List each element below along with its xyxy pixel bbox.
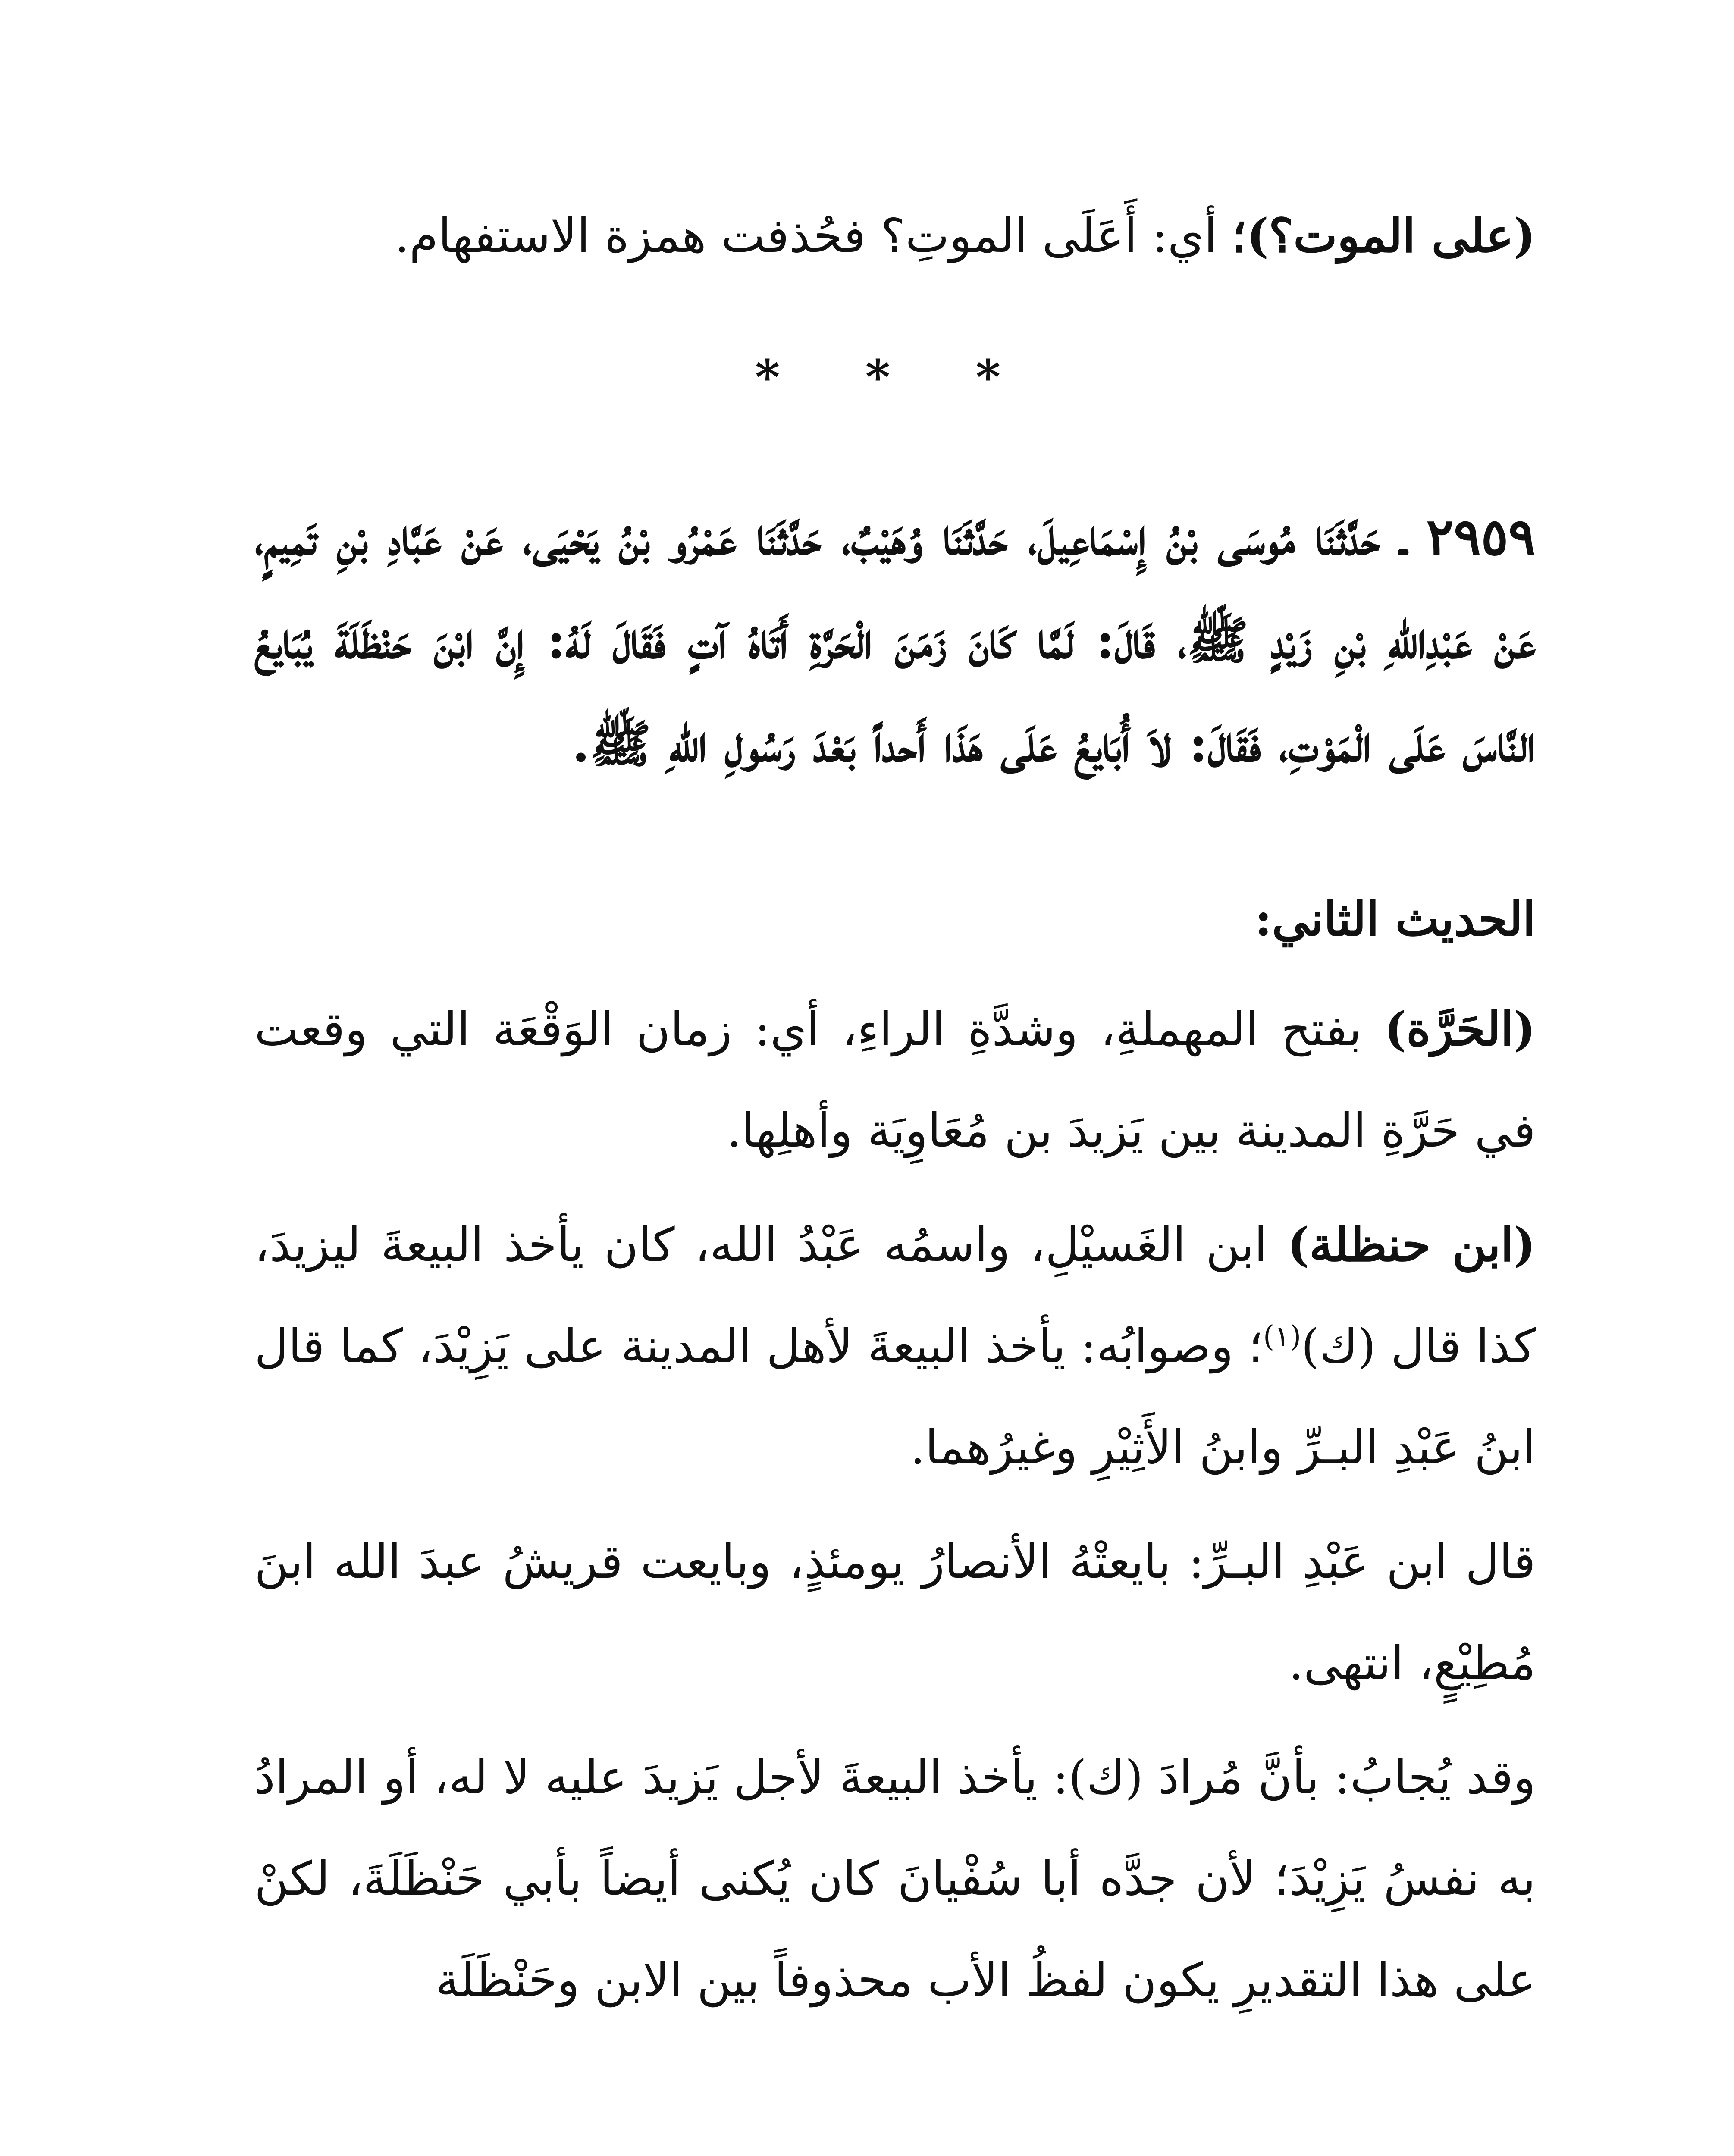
commentary-paragraph-2 bbox=[254, 1194, 1536, 1498]
commentary-paragraph-4: وقد يُجابُ: بأنَّ مُرادَ (ك): يأخذ البيعةَ لأجل يَزيدَ عليه لا له، أو المرادُ به نفسُ يَزِيْدَ؛ لأن جدَّه أبا سُفْيانَ كان يُكنى أيضاً بأبي حَنْظَلَةَ، لكنْ على هذا التقديرِ يكون لفظُ الأب محذوفاً بين الابن وحَنْظَلَة bbox=[254, 1751, 1536, 2007]
hadith-text: ٢٩٥٩ ـ حَدَّثَنَا مُوسَى بْنُ إِسْمَاعِيلَ، حَدَّثَنَا وُهَيْبٌ، حَدَّثَنَا عَمْرُو بْنُ يَحْيَى، عَنْ عَبَّادِ بْنِ تَمِيمٍ، عَنْ عَبْدِاللهِ بْنِ زَيْدٍ ﷺ، قَالَ: لَمَّا كَانَ زَمَنَ الْحَرَّةِ أَتَاهُ آتٍ فَقَالَ لَهُ: إِنَّ ابْنَ حَنْظَلَةَ يُبَايعُ النَّاسَ عَلَى الْمَوْتِ، فَقَالَ: لاَ أُبَايعُ عَلَى هَذَا أَحداً بَعْدَ رَسُولِ اللهِ ﷺ. bbox=[254, 507, 1536, 774]
intro-quote: (على الموت؟)؛ bbox=[1232, 209, 1536, 263]
section-separator: * * * bbox=[755, 349, 1035, 405]
commentary-text-2a: ابن الغَسيْلِ، واسمُه عَبْدُ الله، كان يأخذ البيعةَ ليزيدَ، كذا قال (ك) bbox=[254, 1218, 1536, 1373]
intro-paragraph bbox=[254, 185, 1536, 287]
commentary-paragraph-3: قال ابن عَبْدِ البـرِّ: بايعتْهُ الأنصارُ يومئذٍ، وبايعت قريشُ عبدَ الله ابنَ مُطِيْعٍ، انتهى. bbox=[254, 1535, 1536, 1690]
section-heading: الحديث الثاني: bbox=[1254, 892, 1536, 946]
commentary-text-2b: ؛ وصوابُه: يأخذ البيعةَ لأهل المدينة على يَزِيْدَ، كما قال ابنُ عَبْدِ البـرِّ وابنُ الأَثِيْرِ وغيرُهما. bbox=[254, 1319, 1536, 1475]
page-content bbox=[254, 185, 1536, 2031]
commentary-term-2: (ابن حنظلة) bbox=[1287, 1218, 1536, 1272]
commentary-text-1: بفتح المهملةِ، وشدَّةِ الراءِ، أي: زمان الوَقْعَة التي وقعت في حَرَّةِ المدينة بين يَزيدَ بن مُعَاوِيَة وأهلِها. bbox=[254, 1003, 1536, 1158]
commentary-paragraph-1 bbox=[254, 979, 1536, 1181]
footnote-reference[interactable]: (١) bbox=[1263, 1319, 1301, 1353]
commentary-term-1: (الحَرَّة) bbox=[1384, 1002, 1536, 1056]
intro-text: أي: أَعَلَى الموتِ؟ فحُذفت همزة الاستفهام. bbox=[394, 209, 1232, 263]
